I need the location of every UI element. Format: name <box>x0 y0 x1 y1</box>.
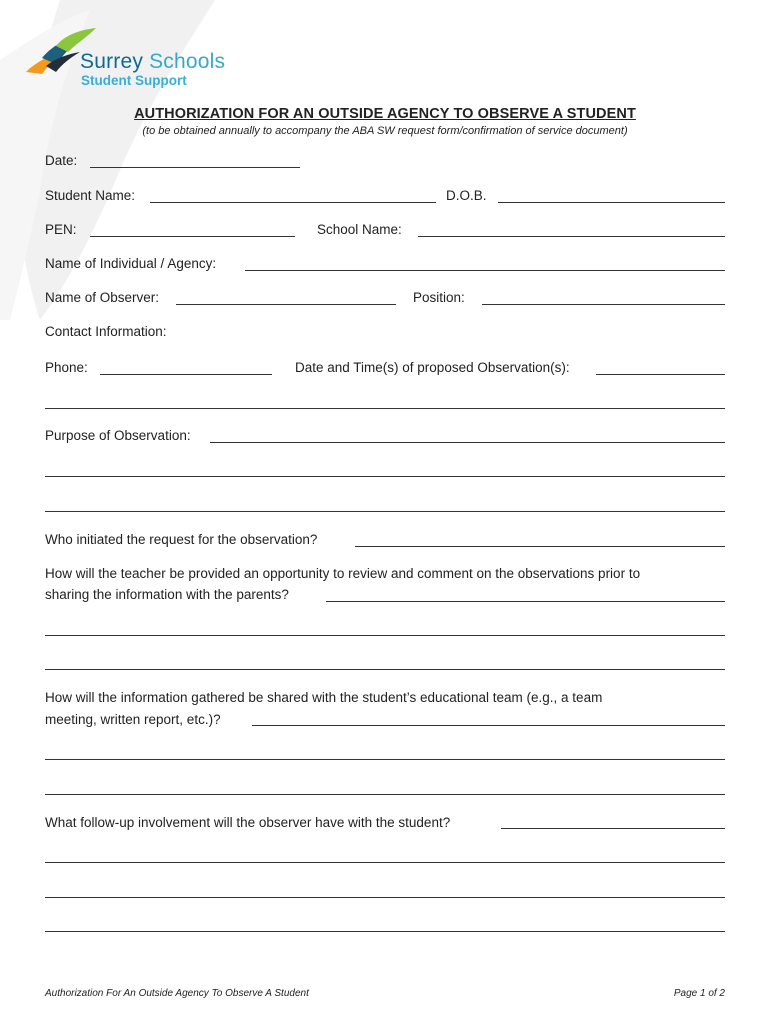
footer-document-name: Authorization For An Outside Agency To Observe A Student <box>45 988 309 999</box>
position-field[interactable] <box>482 304 725 305</box>
teacher-review-label-line1: How will the teacher be provided an opportunity to review and comment on the observations prior to <box>45 566 641 581</box>
purpose-line-2[interactable] <box>45 476 725 477</box>
info-shared-label-line1: How will the information gathered be shared with the student’s educational team (e.g., a team <box>45 690 603 705</box>
purpose-field[interactable] <box>210 442 725 443</box>
purpose-label: Purpose of Observation: <box>45 428 191 443</box>
observer-label: Name of Observer: <box>45 290 160 305</box>
observer-field[interactable] <box>176 304 396 305</box>
student-name-label: Student Name: <box>45 188 136 203</box>
date-field[interactable] <box>90 167 300 168</box>
info-shared-line-3[interactable] <box>45 794 725 795</box>
follow-up-field[interactable] <box>501 828 725 829</box>
follow-up-line-2[interactable] <box>45 862 725 863</box>
follow-up-label: What follow-up involvement will the observer have with the student? <box>45 815 451 830</box>
dob-label: D.O.B. <box>446 188 487 203</box>
pen-label: PEN: <box>45 222 77 237</box>
individual-agency-field[interactable] <box>245 270 725 271</box>
logo-name-part1: Surrey <box>80 50 144 73</box>
purpose-line-3[interactable] <box>45 511 725 512</box>
who-initiated-label: Who initiated the request for the observation? <box>45 532 318 547</box>
dob-field[interactable] <box>498 202 725 203</box>
pen-field[interactable] <box>90 236 295 237</box>
footer-page-number: Page 1 of 2 <box>673 988 725 999</box>
who-initiated-field[interactable] <box>355 546 725 547</box>
info-shared-field[interactable] <box>252 725 725 726</box>
teacher-review-field[interactable] <box>326 601 725 602</box>
individual-agency-label: Name of Individual / Agency: <box>45 256 217 271</box>
date-time-field[interactable] <box>596 374 725 375</box>
teacher-review-line-3[interactable] <box>45 669 725 670</box>
date-label: Date: <box>45 153 78 168</box>
phone-label: Phone: <box>45 360 88 375</box>
document-title: AUTHORIZATION FOR AN OUTSIDE AGENCY TO OBSERVE A STUDENT <box>134 106 636 122</box>
info-shared-line-2[interactable] <box>45 759 725 760</box>
date-time-extra-line[interactable] <box>45 408 725 409</box>
logo-name-part2: Schools <box>143 50 226 73</box>
logo-title <box>80 50 225 74</box>
teacher-review-line-2[interactable] <box>45 635 725 636</box>
student-name-field[interactable] <box>150 202 436 203</box>
school-name-field[interactable] <box>418 236 725 237</box>
school-name-label: School Name: <box>317 222 402 237</box>
teacher-review-label-line2: sharing the information with the parents? <box>45 587 289 602</box>
contact-info-label: Contact Information: <box>45 324 167 339</box>
position-label: Position: <box>413 290 465 305</box>
follow-up-line-3[interactable] <box>45 897 725 898</box>
follow-up-line-4[interactable] <box>45 931 725 932</box>
logo-subtitle: Student Support <box>81 73 187 88</box>
document-subtitle: (to be obtained annually to accompany the ABA SW request form/confirmation of service document) <box>142 125 628 137</box>
date-time-label: Date and Time(s) of proposed Observation(s): <box>295 360 570 375</box>
phone-field[interactable] <box>100 374 272 375</box>
info-shared-label-line2: meeting, written report, etc.)? <box>45 712 221 727</box>
